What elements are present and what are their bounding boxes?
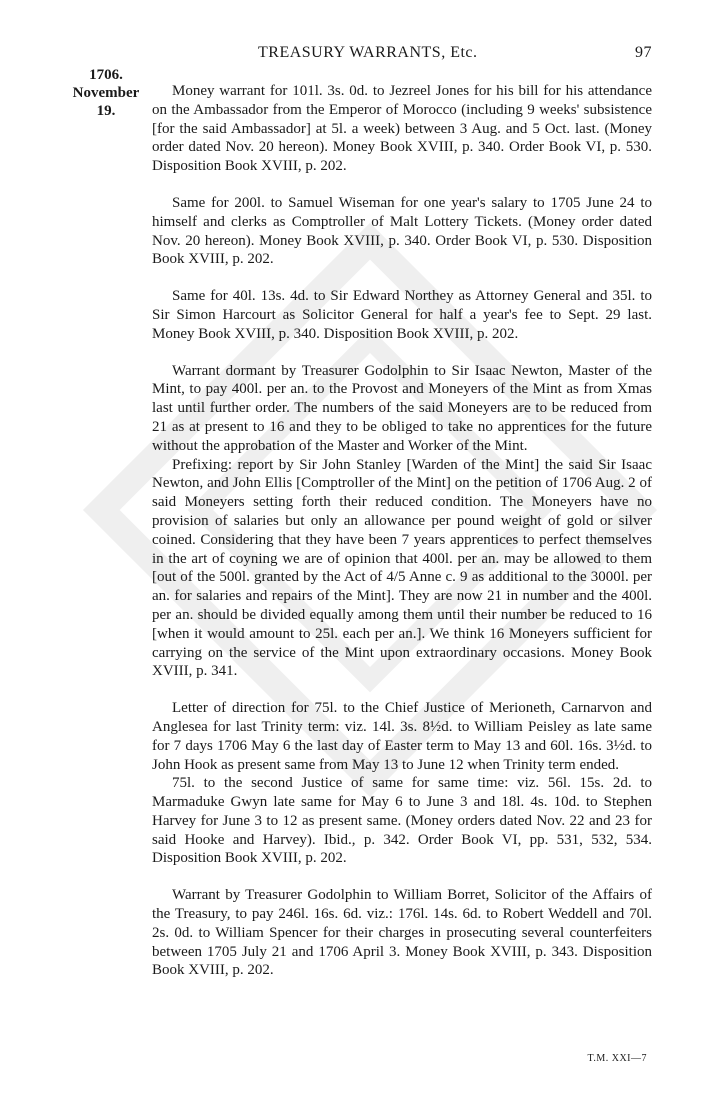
entry-mint-warrant: Warrant dormant by Treasurer Godolphin to Sir Isaac Newton, Master of the Mint, to pay 400l. per an. to the Provost and Moneyers of the Mint as from Xmas last until further order. The numbers of the said Moneyers are to be reduced from 21 as at present to 16 and they to be obliged to take no apprentices for the future without the approbation of the Master and Worker of the Mint. [152,362,652,454]
document-body [152,82,652,998]
entry-merioneth-second-justice: 75l. to the second Justice of same for same time: viz. 56l. 15s. 2d. to Marmaduke Gwyn late same for May 6 to June 3 and 18l. 4s. 10d. to Stephen Harvey for June 3 to 12 as present same. (Money orders dated Nov. 22 and 23 for said Hooke and Harvey). Ibid., p. 342. Order Book VI, pp. 531, 532, 534. Disposition Book XVIII, p. 202. [152,775,652,867]
page-number: 97 [635,44,652,61]
entry-borret-counterfeiters: Warrant by Treasurer Godolphin to William Borret, Solicitor of the Affairs of the Treasury, to pay 246l. 16s. 6d. viz.: 176l. 14s. 6d. to Robert Weddell and 70l. 2s. 0d. to William Spencer for their charges in prosecuting several counterfeiters between 1705 July 21 and 1706 April 3. Money Book XVIII, p. 343. Disposition Book XVIII, p. 202. [152,887,652,979]
entry-mint-report: Prefixing: report by Sir John Stanley [Warden of the Mint] the said Sir Isaac Newton, and John Ellis [Comptroller of the Mint] on the petition of 1706 Aug. 2 of said Moneyers setting forth their reduced condition. The Moneyers have no provision of salaries but only an allowance per pound weight of gold or silver coined. Considering that they have been 7 years apprentices to perfect themselves in the art of coyning we are of opinion that 400l. per an. may be allowed to them [out of the 500l. granted by the Act of 4/5 Anne c. 9 as additional to the 3000l. per an. for salaries and repairs of the Mint]. They are now 21 in number and the 400l. per an. should be divided equally among them until their number be reduced to 16 [when it would amount to 25l. each per an.]. We think 16 Moneyers sufficient for carrying on the service of the Mint upon extraordinary occasions. Money Book XVIII, p. 341. [152,456,652,680]
margin-date [66,66,146,120]
date-year: 1706. [89,67,123,83]
entry-samuel-wiseman: Same for 200l. to Samuel Wiseman for one year's salary to 1705 June 24 to himself and clerks as Comptroller of Malt Lottery Tickets. (Money order dated Nov. 20 hereon). Money Book XVIII, p. 340. Order Book VI, p. 530. Disposition Book XVIII, p. 202. [152,194,652,268]
running-title: TREASURY WARRANTS, Etc. [258,44,478,61]
date-month: November [72,85,140,101]
entry-northey-harcourt: Same for 40l. 13s. 4d. to Sir Edward Northey as Attorney General and 35l. to Sir Simon Harcourt as Solicitor General for half a year's fee to Sept. 29 last. Money Book XVIII, p. 340. Disposition Book XVIII, p. 202. [152,288,652,342]
date-day: 19. [96,103,116,119]
entry-merioneth-chief-justice: Letter of direction for 75l. to the Chief Justice of Merioneth, Carnarvon and Anglesea for last Trinity term: viz. 14l. 3s. 8½d. to William Peisley as late same for 7 days 1706 May 6 the last day of Easter term to May 13 and 60l. 16s. 3½d. to John Hook as present same from May 13 to June 12 when Trinity term ended. [152,700,652,773]
footer-signature: T.M. XXI—7 [587,1053,647,1064]
entry-jezreel-jones: Money warrant for 101l. 3s. 0d. to Jezreel Jones for his bill for his attendance on the Ambassador from the Emperor of Morocco (including 9 weeks' subsistence [for the said Ambassador] at 5l. a week) between 3 Aug. and 5 Oct. last. (Money order dated Nov. 20 hereon). Money Book XVIII, p. 340. Order Book VI, p. 530. Disposition Book XVIII, p. 202. [152,83,652,175]
